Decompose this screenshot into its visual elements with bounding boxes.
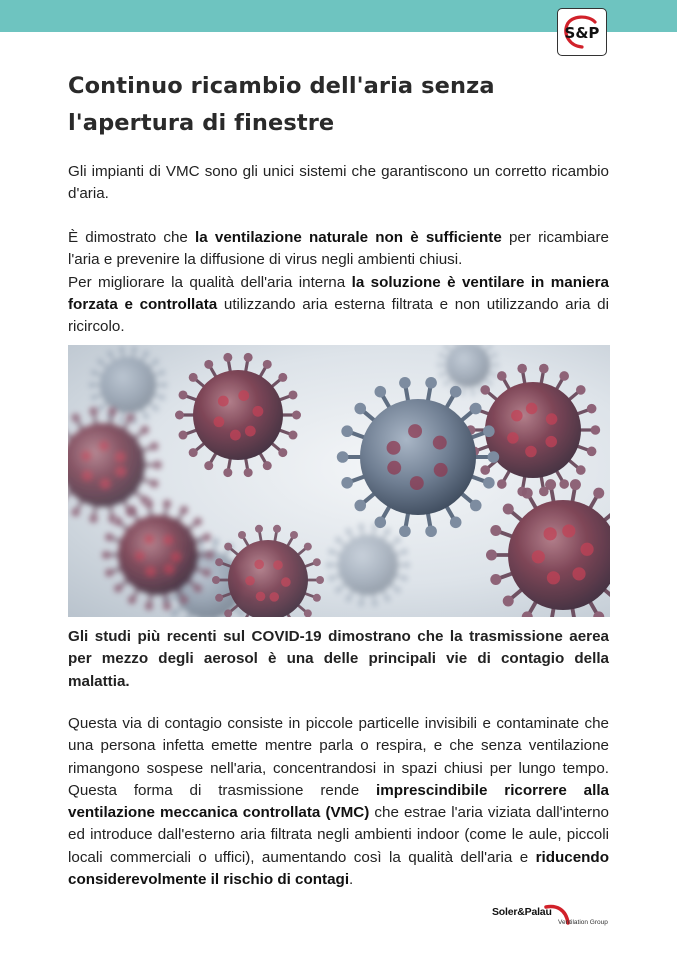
bold-span: la ventilazione naturale non è sufficiente [195, 229, 502, 246]
contagion-paragraph [68, 713, 609, 891]
text-span: per ricambiare l'aria e prevenire la diffusione di virus negli ambienti chiusi. [68, 229, 609, 269]
text-span: che estrae l'aria viziata dall'interno ed introduce dall'esterno aria filtrata negli ambienti indoor (come le aule, piccoli locali commerciali o uffici), aumentando così la qualità dell'aria e [68, 804, 609, 866]
bold-span: la soluzione è ventilare in maniera forzata e controllata [68, 273, 609, 313]
bold-span: riducendo considerevolmente il rischio di contagi [68, 848, 609, 889]
intro-paragraph: Gli impianti di VMC sono gli unici sistemi che garantiscono un corretto ricambio d'aria. [68, 163, 609, 203]
sp-logo-icon [562, 13, 602, 51]
bold-span: imprescindibile ricorrere alla ventilazione meccanica controllata (VMC) [68, 781, 609, 822]
sp-logo [557, 8, 607, 56]
text-span: È dimostrato che [68, 229, 196, 246]
sp-logo-text: S&P [564, 24, 600, 42]
soler-palau-footer-logo [492, 903, 612, 931]
footer-subtitle: Ventilation Group [558, 919, 608, 926]
page-title: Continuo ricambio dell'aria senza l'apertura di finestre [68, 73, 495, 136]
text-span: . [349, 871, 354, 889]
text-span: Questa via di contagio consiste in piccole particelle invisibili e contaminate che una persona infetta emette mentre parla o respira, e che senza ventilazione rimangono sospese nell'aria, concentrandosi in spazi chiusi per lungo tempo. Questa forma di trasmissione rende [68, 715, 609, 799]
text-span: utilizzando aria esterna filtrata e non utilizzando aria di ricircolo. [68, 295, 609, 336]
natural-ventilation-paragraph [68, 227, 609, 338]
virus-particles-image [68, 345, 610, 617]
text-span: Per migliorare la qualità dell'aria interna [68, 273, 352, 291]
covid-studies-paragraph: Gli studi più recenti sul COVID-19 dimostrano che la trasmissione aerea per mezzo degli aerosol è una delle principali vie di contagio della malattia. [68, 628, 609, 690]
footer-brand: Soler&Palau [492, 906, 552, 918]
